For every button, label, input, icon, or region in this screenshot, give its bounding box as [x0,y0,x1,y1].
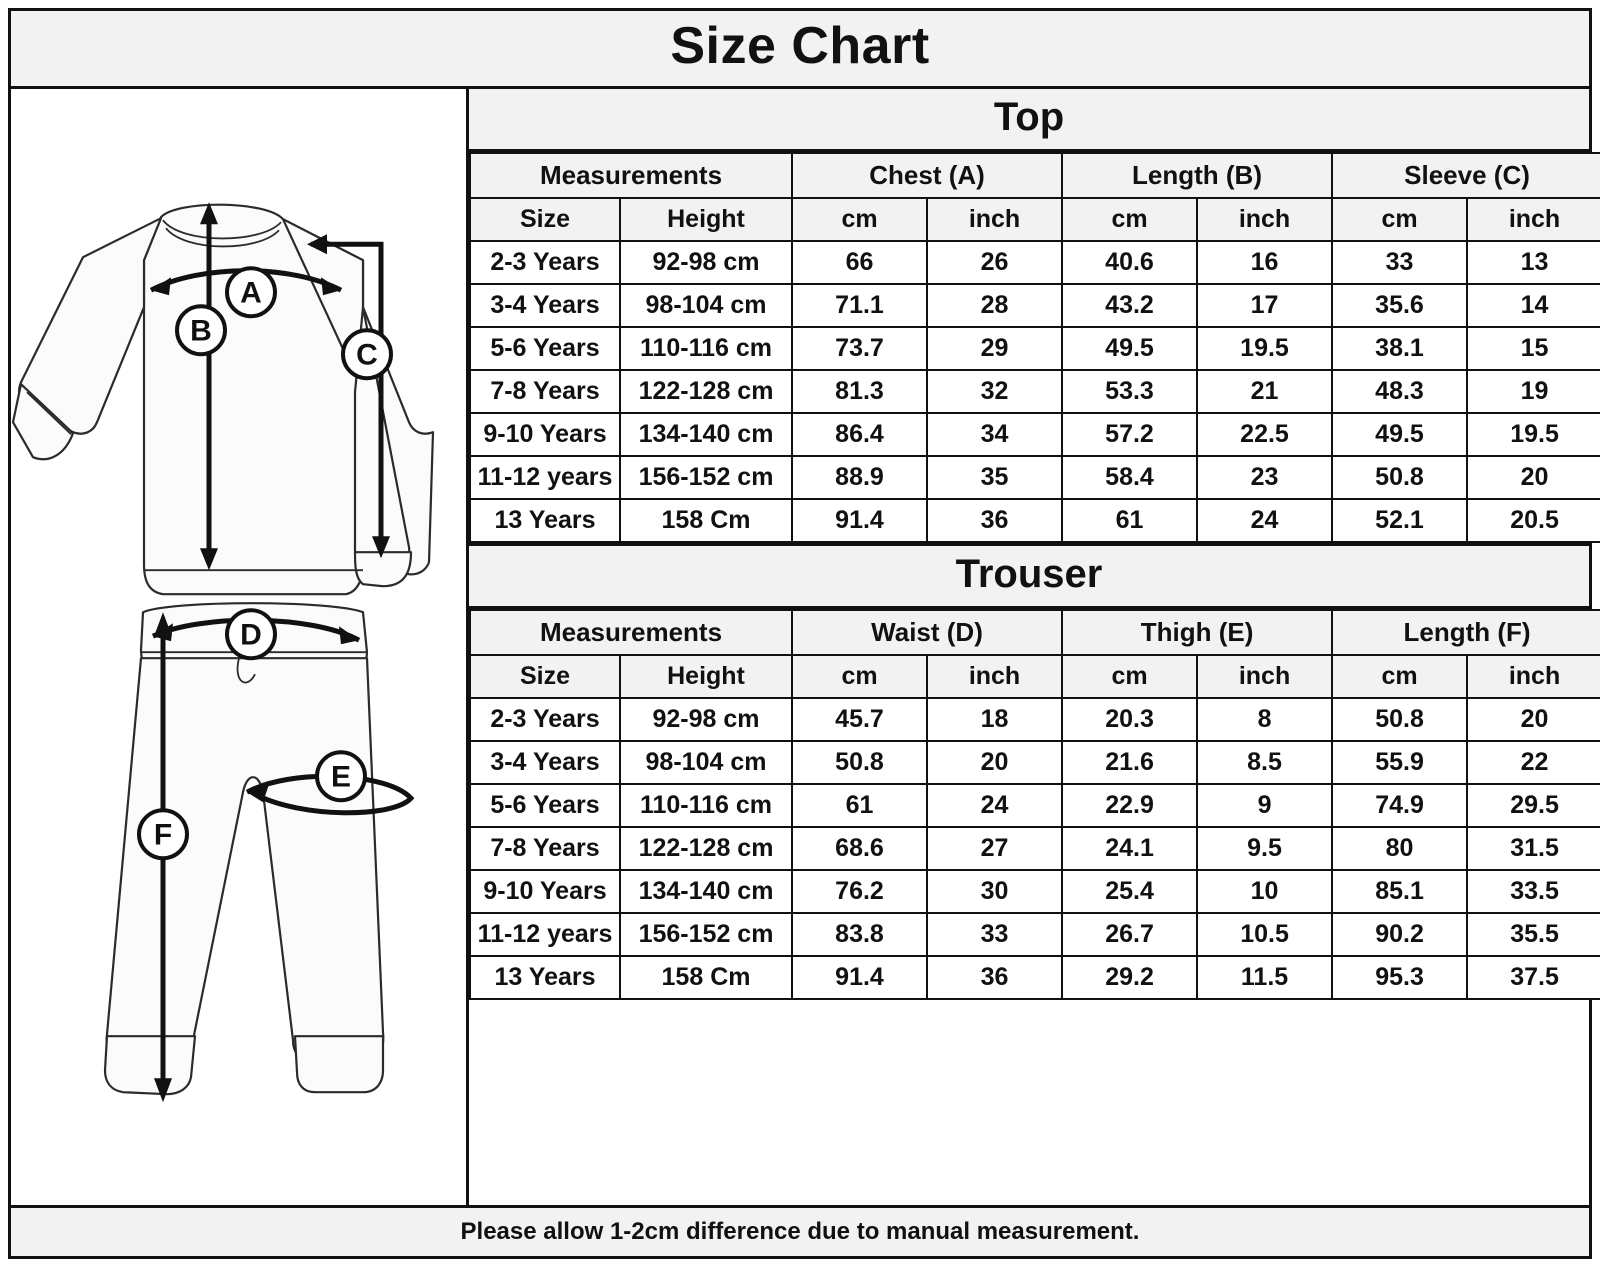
marker-b [177,306,225,354]
top-section-title: Top [993,94,1065,139]
cell-length-inch: 20 [1467,698,1600,741]
cell-waist-inch: 30 [927,870,1062,913]
cell-length-inch: 22 [1467,741,1600,784]
cell-chest-cm: 81.3 [792,370,927,413]
cell-thigh-cm: 22.9 [1062,784,1197,827]
cell-thigh-cm: 26.7 [1062,913,1197,956]
chart-frame [8,8,1592,1259]
cell-waist-inch: 33 [927,913,1062,956]
garment-illustration-pane [11,89,469,1205]
cell-chest-inch: 36 [927,499,1062,542]
cell-length-inch: 23 [1197,456,1332,499]
table-row [470,284,1600,327]
cell-sleeve-inch: 20.5 [1467,499,1600,542]
marker-a [227,268,275,316]
cell-thigh-cm: 21.6 [1062,741,1197,784]
cell-size: 13 Years [470,499,620,542]
top-header-length-cm: cm [1062,198,1197,241]
cell-height: 98-104 cm [620,284,792,327]
footer-note: Please allow 1-2cm difference due to manual measurement. [460,1218,1140,1245]
table-row [470,698,1600,741]
trouser-header-waist-inch: inch [927,655,1062,698]
cell-sleeve-cm: 35.6 [1332,284,1467,327]
cell-waist-inch: 24 [927,784,1062,827]
trouser-header-length-inch: inch [1467,655,1600,698]
cell-height: 98-104 cm [620,741,792,784]
trouser-header-thigh-cm: cm [1062,655,1197,698]
cell-length-inch: 17 [1197,284,1332,327]
marker-e-label: E [330,760,352,794]
marker-d [227,610,275,658]
cell-chest-cm: 73.7 [792,327,927,370]
trouser-section-title: Trouser [955,551,1103,596]
cell-chest-inch: 34 [927,413,1062,456]
cell-height: 122-128 cm [620,370,792,413]
top-header-chest-cm: cm [792,198,927,241]
trouser-group-header-row [470,610,1600,655]
cell-height: 156-152 cm [620,913,792,956]
cell-size: 11-12 years [470,913,620,956]
table-row [470,499,1600,542]
table-row [470,456,1600,499]
top-header-height: Height [620,198,792,241]
cell-height: 92-98 cm [620,241,792,284]
table-row [470,827,1600,870]
trouser-header-waist-cm: cm [792,655,927,698]
cell-thigh-inch: 9.5 [1197,827,1332,870]
cell-size: 9-10 Years [470,413,620,456]
cell-length-cm: 95.3 [1332,956,1467,999]
cell-size: 2-3 Years [470,241,620,284]
cell-thigh-inch: 11.5 [1197,956,1332,999]
cell-height: 110-116 cm [620,327,792,370]
cell-chest-inch: 32 [927,370,1062,413]
cell-length-inch: 19.5 [1197,327,1332,370]
cell-chest-inch: 35 [927,456,1062,499]
top-section-header [469,89,1589,152]
cell-length-cm: 57.2 [1062,413,1197,456]
top-header-sleeve-cm: cm [1332,198,1467,241]
top-header-sleeve-inch: inch [1467,198,1600,241]
cell-height: 158 Cm [620,499,792,542]
cell-chest-inch: 26 [927,241,1062,284]
footer-note-bar [11,1205,1589,1256]
table-row [470,327,1600,370]
cell-sleeve-cm: 48.3 [1332,370,1467,413]
cell-length-cm: 49.5 [1062,327,1197,370]
marker-c-label: C [356,338,378,372]
cell-chest-cm: 66 [792,241,927,284]
cell-thigh-inch: 10 [1197,870,1332,913]
table-row [470,913,1600,956]
cell-size: 13 Years [470,956,620,999]
table-row [470,784,1600,827]
cell-thigh-inch: 10.5 [1197,913,1332,956]
cell-waist-cm: 50.8 [792,741,927,784]
top-header-size: Size [470,198,620,241]
cell-length-inch: 16 [1197,241,1332,284]
cell-length-inch: 24 [1197,499,1332,542]
cell-height: 134-140 cm [620,870,792,913]
cell-length-cm: 85.1 [1332,870,1467,913]
cell-length-cm: 40.6 [1062,241,1197,284]
cell-waist-inch: 36 [927,956,1062,999]
cell-length-cm: 55.9 [1332,741,1467,784]
trouser-group-waist: Waist (D) [792,610,1062,655]
marker-e [317,752,365,800]
top-group-chest: Chest (A) [792,153,1062,198]
cell-size: 3-4 Years [470,741,620,784]
page-title-bar [11,11,1589,89]
cell-thigh-inch: 8.5 [1197,741,1332,784]
cell-sleeve-inch: 19.5 [1467,413,1600,456]
top-group-measurements: Measurements [470,153,792,198]
cell-height: 92-98 cm [620,698,792,741]
cell-thigh-cm: 25.4 [1062,870,1197,913]
cell-thigh-cm: 20.3 [1062,698,1197,741]
trouser-header-size: Size [470,655,620,698]
trouser-header-length-cm: cm [1332,655,1467,698]
top-unit-header-row [470,198,1600,241]
marker-d-label: D [240,618,262,652]
cell-sleeve-cm: 50.8 [1332,456,1467,499]
marker-a-label: A [240,276,262,310]
cell-height: 122-128 cm [620,827,792,870]
table-row [470,741,1600,784]
cell-sleeve-cm: 52.1 [1332,499,1467,542]
top-header-chest-inch: inch [927,198,1062,241]
cell-size: 7-8 Years [470,370,620,413]
top-group-sleeve: Sleeve (C) [1332,153,1600,198]
top-size-table [469,152,1600,543]
cell-size: 9-10 Years [470,870,620,913]
cell-size: 2-3 Years [470,698,620,741]
cell-waist-inch: 20 [927,741,1062,784]
cell-size: 11-12 years [470,456,620,499]
cell-height: 134-140 cm [620,413,792,456]
cell-chest-cm: 86.4 [792,413,927,456]
trouser-unit-header-row [470,655,1600,698]
trouser-header-thigh-inch: inch [1197,655,1332,698]
cell-length-cm: 50.8 [1332,698,1467,741]
cell-waist-cm: 91.4 [792,956,927,999]
table-row [470,870,1600,913]
cell-waist-cm: 76.2 [792,870,927,913]
tables-pane [469,89,1589,1205]
cell-length-inch: 37.5 [1467,956,1600,999]
cell-length-cm: 80 [1332,827,1467,870]
top-group-length: Length (B) [1062,153,1332,198]
chart-body [11,89,1589,1205]
cell-thigh-inch: 8 [1197,698,1332,741]
cell-sleeve-cm: 49.5 [1332,413,1467,456]
cell-waist-cm: 61 [792,784,927,827]
cell-size: 3-4 Years [470,284,620,327]
cell-waist-cm: 83.8 [792,913,927,956]
cell-sleeve-inch: 13 [1467,241,1600,284]
marker-c [343,330,391,378]
top-garment-drawing [13,204,433,594]
cell-length-inch: 33.5 [1467,870,1600,913]
cell-thigh-inch: 9 [1197,784,1332,827]
cell-length-inch: 21 [1197,370,1332,413]
cell-length-inch: 31.5 [1467,827,1600,870]
cell-thigh-cm: 29.2 [1062,956,1197,999]
cell-size: 7-8 Years [470,827,620,870]
trouser-section-header [469,543,1589,609]
cell-chest-cm: 88.9 [792,456,927,499]
cell-length-cm: 61 [1062,499,1197,542]
cell-length-cm: 43.2 [1062,284,1197,327]
trouser-header-height: Height [620,655,792,698]
cell-height: 158 Cm [620,956,792,999]
marker-f [139,810,187,858]
cell-length-cm: 53.3 [1062,370,1197,413]
cell-sleeve-inch: 20 [1467,456,1600,499]
top-header-length-inch: inch [1197,198,1332,241]
cell-length-cm: 58.4 [1062,456,1197,499]
cell-chest-cm: 91.4 [792,499,927,542]
trouser-group-length: Length (F) [1332,610,1600,655]
cell-size: 5-6 Years [470,327,620,370]
cell-thigh-cm: 24.1 [1062,827,1197,870]
cell-sleeve-inch: 14 [1467,284,1600,327]
cell-waist-cm: 68.6 [792,827,927,870]
table-row [470,370,1600,413]
cell-chest-cm: 71.1 [792,284,927,327]
trouser-group-measurements: Measurements [470,610,792,655]
marker-f-label: F [153,818,173,852]
garment-illustration [11,89,466,1205]
cell-sleeve-inch: 15 [1467,327,1600,370]
table-row [470,413,1600,456]
cell-height: 110-116 cm [620,784,792,827]
cell-waist-inch: 27 [927,827,1062,870]
page-title: Size Chart [670,17,930,75]
cell-waist-inch: 18 [927,698,1062,741]
trouser-size-table [469,609,1600,1000]
cell-length-inch: 35.5 [1467,913,1600,956]
cell-length-cm: 74.9 [1332,784,1467,827]
top-group-header-row [470,153,1600,198]
cell-chest-inch: 28 [927,284,1062,327]
trouser-group-thigh: Thigh (E) [1062,610,1332,655]
cell-length-inch: 22.5 [1197,413,1332,456]
cell-chest-inch: 29 [927,327,1062,370]
cell-sleeve-cm: 33 [1332,241,1467,284]
cell-size: 5-6 Years [470,784,620,827]
table-row [470,956,1600,999]
cell-height: 156-152 cm [620,456,792,499]
cell-sleeve-inch: 19 [1467,370,1600,413]
cell-length-cm: 90.2 [1332,913,1467,956]
marker-b-label: B [190,314,212,348]
cell-sleeve-cm: 38.1 [1332,327,1467,370]
table-row [470,241,1600,284]
cell-waist-cm: 45.7 [792,698,927,741]
cell-length-inch: 29.5 [1467,784,1600,827]
